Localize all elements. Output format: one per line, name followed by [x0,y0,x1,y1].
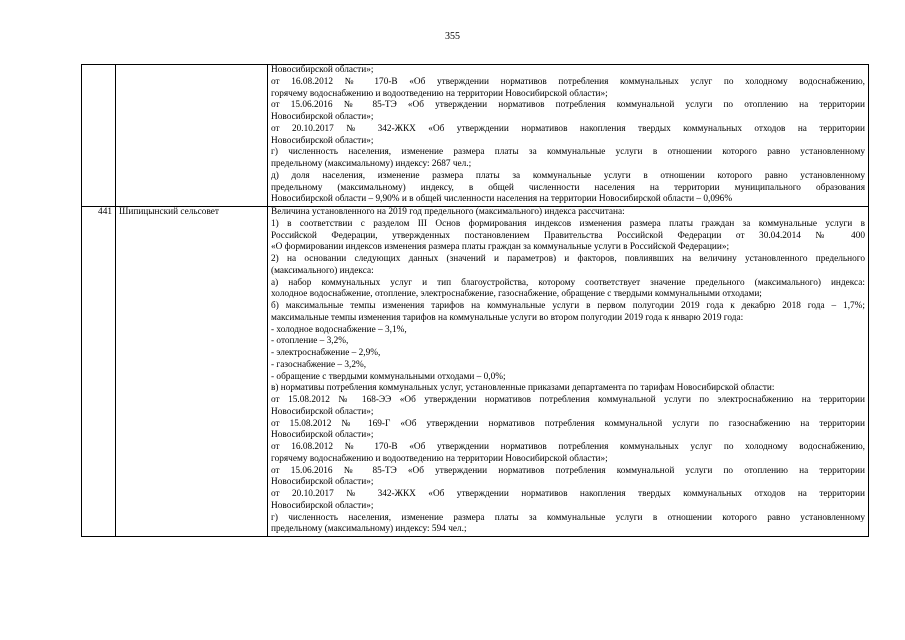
municipality-name: Шипицынский сельсовет [116,207,268,537]
text-line: - отопление – 3,2%, [271,336,349,347]
text-line: горячему водоснабжению и водоотведению на территории Новосибирской области»; [271,453,608,464]
text-line: Новосибирской области»; [271,112,374,122]
text-line: Новосибирской области»; [271,65,374,75]
text-line: - обращение с твердыми коммунальными отходами – 0,0%; [271,371,506,382]
text-line: предельному (максимальному) индексу: 2687 чел.; [271,159,472,169]
text-line: Новосибирской области»; [271,406,374,417]
text-line: - электроснабжение – 2,9%, [271,348,381,358]
text-line: - газоснабжение – 3,2%, [271,359,367,370]
text-line: от 15.06.2016 № 85-ТЭ «Об утверждении нормативов потребления коммунальной услуги по отоплению на территории [271,100,865,111]
row-number: 441 [82,207,116,537]
text-line: 2) на основании следующих данных (значений и параметров) и факторов, повлиявших на величину установленного предельного [271,254,865,264]
index-table [81,64,869,537]
text-line: б) максимальные темпы изменения тарифов на коммунальные услуги в первом полугодии 2019 года к декабрю 2018 года – 1,7%; [271,301,865,311]
text-line: в) нормативы потребления коммунальных услуг, установленные приказами департамента по тарифам Новосибирской области: [271,383,775,394]
text-line: от 15.08.2012 № 168-ЭЭ «Об утверждении нормативов потребления коммунальной услуги по электроснабжению на территории [271,395,865,405]
text-line: максимальные темпы изменения тарифов на коммунальные услуги во втором полугодии 2019 года к январю 2019 года: [271,312,744,323]
text-line: г) численность населения, изменение размера платы за коммунальные услуги в отношении которого равно установленному [271,512,865,523]
text-line: предельному (максимальному) индексу: 594 чел.; [271,524,467,535]
text-line: предельному (максимальному) индексу, в общей численности населения на территории муниципального образования [271,182,865,193]
municipality-name [116,65,268,207]
text-line: Новосибирской области»; [271,430,374,441]
text-line: Новосибирской области»; [271,500,374,511]
text-line: Новосибирской области»; [271,135,374,146]
text-line: (максимального) индекса: [271,265,374,276]
text-line: от 16.08.2012 № 170-В «Об утверждении нормативов потребления коммунальных услуг по холодному водоснабжению, [271,76,865,87]
text-line: «О формировании индексов изменения размера платы граждан за коммунальные услуги в Российской Федерации»; [271,242,730,253]
text-line: 1) в соответствии с разделом III Основ формирования индексов изменения размера платы граждан за коммунальные услуги в [271,218,865,229]
table-row [82,207,869,537]
page-number: 355 [445,31,460,42]
text-line: - холодное водоснабжение – 3,1%, [271,324,407,335]
text-line: от 16.08.2012 № 170-В «Об утверждении нормативов потребления коммунальных услуг по холодному водоснабжению, [271,442,865,452]
text-line: от 20.10.2017 № 342-ЖКХ «Об утверждении нормативов накопления твердых коммунальных отходов на территории [271,123,865,134]
text-line: г) численность населения, изменение размера платы за коммунальные услуги в отношении которого равно установленному [271,147,865,158]
text-line: от 20.10.2017 № 342-ЖКХ «Об утверждении нормативов накопления твердых коммунальных отходов на территории [271,489,865,499]
text-line: Новосибирской области»; [271,477,374,488]
row-number [82,65,116,207]
text-line: Новосибирской области – 9,90% и в общей численности населения на территории Новосибирской области – 0,096% [271,194,733,205]
text-line: д) доля населения, изменение размера платы за коммунальные услуги в отношении которого равно установленному [271,170,865,181]
text-line: горячему водоснабжению и водоотведению на территории Новосибирской области»; [271,88,608,99]
text-line: от 15.08.2012 № 169-Г «Об утверждении нормативов потребления коммунальной услуги по газоснабжению на территории [271,418,865,429]
text-line: Величина установленного на 2019 год предельного (максимального) индекса рассчитана: [271,207,625,217]
text-line: холодное водоснабжение, отопление, электроснабжение, газоснабжение, обращение с твердыми коммунальными отходами; [271,289,762,300]
row-description [268,65,869,207]
row-description [268,207,869,537]
text-line: от 15.06.2016 № 85-ТЭ «Об утверждении нормативов потребления коммунальной услуги по отоплению на территории [271,465,865,476]
table-row [82,65,869,207]
text-line: а) набор коммунальных услуг и тип благоустройства, которому соответствует значение предельного (максимального) индекса: [271,277,865,288]
text-line: Российской Федерации, утвержденных постановлением Правительства Российской Федерации от 30.04.2014 № 400 [271,230,865,241]
